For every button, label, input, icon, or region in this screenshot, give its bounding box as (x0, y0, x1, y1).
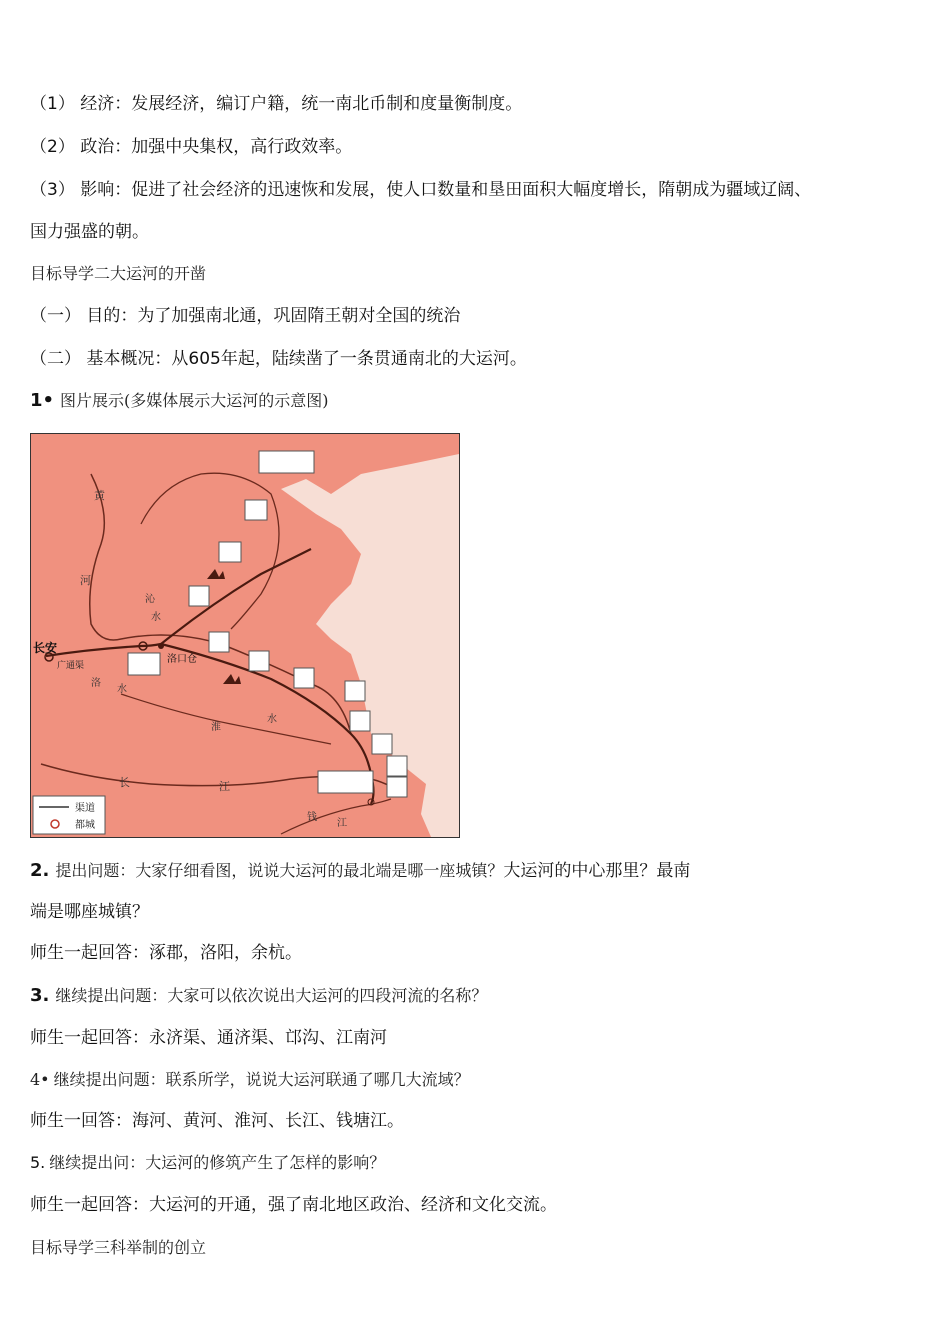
question-text: 继续提出问题：联系所学，说说大运河联通了哪几大流域？ (53, 1070, 470, 1089)
measure-impact: （3） 影响：促进了社会经济的迅速恢和发展，使人口数量和垦田面积大幅度增长，隋朝成为疆域辽阔、 (30, 180, 812, 200)
map-blank-box (372, 734, 392, 754)
question-text: 继续提出问：大运河的修筑产生了怎样的影响？ (49, 1153, 386, 1172)
map-blank-box (189, 586, 209, 606)
section-heading-canal: 目标导学二大运河的开凿 (30, 264, 207, 283)
question-2-cont: 端是哪座城镇？ (30, 902, 149, 922)
question-text: 继续提出问题：大家可以依次说出大运河的四段河流的名称？ (55, 986, 488, 1005)
label-guangtong: 广通渠 (57, 661, 85, 671)
canal-overview: （二） 基本概况：从605年起，陆续凿了一条贯通南北的大运河。 (30, 349, 527, 369)
label-jiang: 江 (219, 780, 230, 793)
question-number: 4• (30, 1070, 50, 1089)
label-changan: 长安 (33, 641, 58, 655)
question-4 (30, 1068, 470, 1092)
map-blank-box (345, 681, 365, 701)
map-blank-box (259, 451, 314, 473)
section-heading-exam: 目标导学三科举制的创立 (30, 1238, 207, 1257)
map-blank-box (294, 668, 314, 688)
answer-2: 师生一起回答：涿郡，洛阳，余杭。 (30, 943, 302, 963)
step-1 (30, 389, 329, 413)
label-jiang2: 江 (337, 818, 347, 829)
question-text: 提出问题：大家仔细看图，说说大运河的最北端是哪一座城镇？ (55, 861, 504, 880)
label-luokoucang: 洛口仓 (167, 654, 197, 665)
map-blank-box (387, 756, 407, 776)
answer-4: 师生一回答：海河、黄河、淮河、长江、钱塘江。 (30, 1111, 404, 1131)
canal-purpose: （一） 目的：为了加强南北通，巩固隋王朝对全国的统治 (30, 306, 461, 326)
step-number: 1• (30, 390, 55, 411)
question-number: 2. (30, 860, 50, 881)
map-blank-box (318, 771, 373, 793)
question-number: 3. (30, 985, 50, 1006)
legend-canal-label: 渠道 (75, 803, 95, 814)
city-marker (158, 643, 164, 649)
question-3 (30, 984, 487, 1008)
question-2 (30, 859, 690, 883)
map-blank-box (350, 711, 370, 731)
question-text-cont: 大运河的中心那里？最南 (503, 861, 691, 881)
answer-5: 师生一起回答：大运河的开通，强了南北地区政治、经济和文化交流。 (30, 1195, 557, 1215)
measure-politics: （2） 政治：加强中央集权，高行政效率。 (30, 137, 353, 157)
question-number: 5. (30, 1153, 46, 1172)
label-shui: 水 (151, 612, 161, 623)
map-blank-box (245, 500, 267, 520)
label-qin: 沁 (145, 594, 155, 605)
step-text: 图片展示(多媒体展示大运河的示意图) (60, 391, 329, 410)
label-huai: 淮 (211, 722, 221, 733)
label-chang: 长 (119, 776, 130, 789)
map-blank-box (249, 651, 269, 671)
answer-3: 师生一起回答：永济渠、通济渠、邙沟、江南河 (30, 1028, 387, 1048)
label-shui2: 水 (117, 684, 127, 695)
label-he: 河 (80, 574, 91, 587)
legend-capital-label: 都城 (75, 820, 95, 831)
map-blank-box (128, 653, 160, 675)
map-svg (31, 434, 459, 837)
map-blank-box (219, 542, 241, 562)
map-blank-box (209, 632, 229, 652)
label-shui3: 水 (267, 714, 277, 725)
measure-economy: （1） 经济：发展经济，编订户籍，统一南北币制和度量衡制度。 (30, 94, 523, 114)
label-qian: 钱 (307, 812, 317, 823)
label-huang: 黄 (94, 489, 105, 502)
question-5 (30, 1151, 385, 1175)
label-luo: 洛 (91, 678, 101, 689)
map-blank-box (387, 777, 407, 797)
measure-impact-cont: 国力强盛的朝。 (30, 222, 149, 242)
grand-canal-map (30, 433, 460, 838)
